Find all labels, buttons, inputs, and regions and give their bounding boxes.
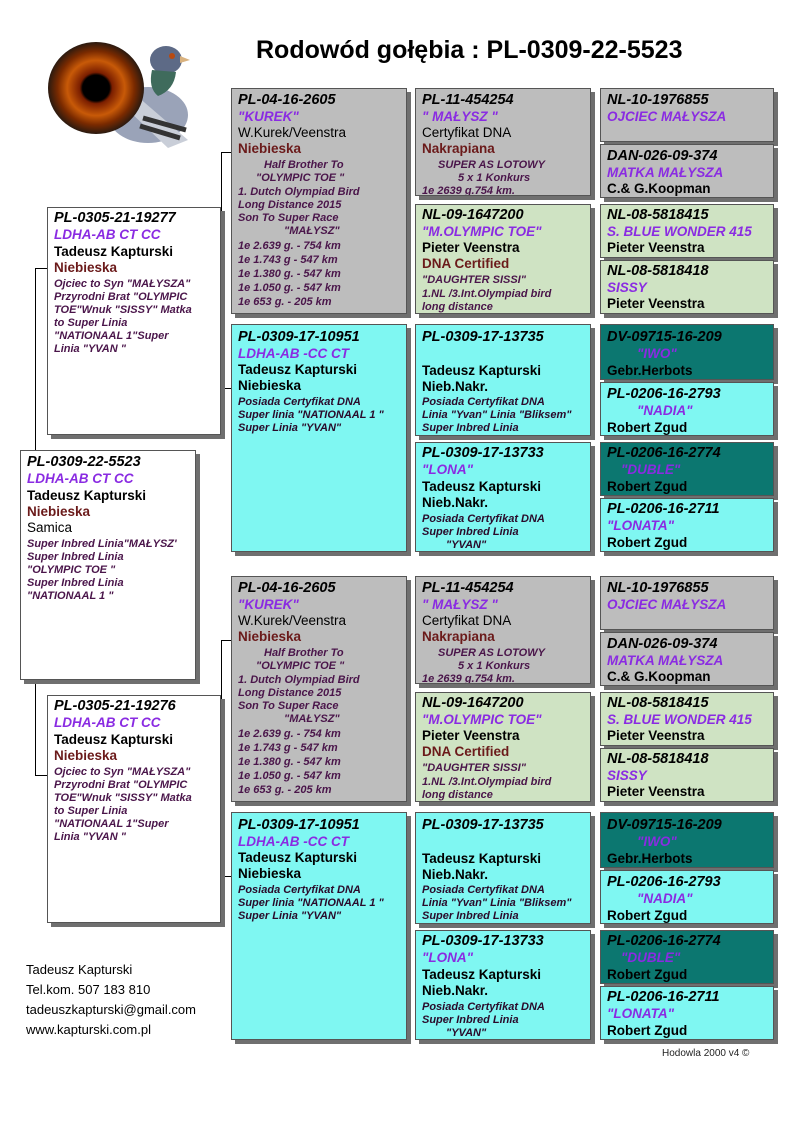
owner: Tadeusz Kapturski bbox=[422, 363, 542, 378]
color: Niebieska bbox=[54, 260, 118, 275]
ggp-card-malysz-upper bbox=[415, 88, 591, 196]
pigeon-name: "M.OLYMPIC TOE" bbox=[422, 712, 542, 727]
genetics: LDHA-AB -CC CT bbox=[238, 834, 349, 849]
page-title: Rodowód gołębia : PL-0309-22-5523 bbox=[256, 36, 683, 64]
connector-father-gp1 bbox=[221, 152, 231, 153]
note: Posiada Certyfikat DNA bbox=[422, 396, 545, 408]
note: 1.NL /3.Int.Olympiad bird bbox=[422, 776, 552, 788]
gggp-card-duble-lower bbox=[600, 930, 774, 984]
owner: Certyfikat DNA bbox=[422, 613, 512, 628]
ring-number: PL-0206-16-2711 bbox=[607, 989, 720, 1005]
color: Niebieska bbox=[54, 748, 118, 763]
note: "DAUGHTER SISSI" bbox=[422, 274, 526, 286]
pigeon-name: " MAŁYSZ " bbox=[422, 109, 498, 124]
pigeon-name: "NADIA" bbox=[637, 403, 693, 418]
ring-number: PL-0309-17-13735 bbox=[422, 329, 544, 345]
note: Long Distance 2015 bbox=[238, 687, 342, 699]
pigeon-name: "IWO" bbox=[637, 346, 677, 361]
note: Half Brother To bbox=[264, 647, 344, 659]
owner: Robert Zgud bbox=[607, 479, 688, 494]
gggp-card-sissy-lower bbox=[600, 748, 774, 802]
ring-number: NL-10-1976855 bbox=[607, 92, 709, 108]
note: SUPER AS LOTOWY bbox=[438, 159, 545, 171]
gggp-card-nadia-lower bbox=[600, 870, 774, 924]
ring-number: NL-09-1647200 bbox=[422, 695, 524, 711]
owner: Robert Zgud bbox=[607, 1023, 688, 1038]
ring-number: DAN-026-09-374 bbox=[607, 636, 718, 652]
genetics: LDHA-AB CT CC bbox=[54, 715, 161, 730]
pigeon-name: "IWO" bbox=[637, 834, 677, 849]
gggp-card-ojciec-upper bbox=[600, 88, 774, 142]
note: "NATIONAAL 1"Super bbox=[54, 330, 169, 342]
ring-number: PL-04-16-2605 bbox=[238, 92, 336, 108]
genetics: LDHA-AB CT CC bbox=[27, 471, 134, 486]
note: "OLYMPIC TOE " bbox=[27, 564, 116, 576]
ggp-card-olympic-lower bbox=[415, 692, 591, 802]
connector-main-vertical bbox=[35, 268, 36, 450]
pigeon-logo-icon bbox=[48, 30, 198, 180]
color: Niebieska bbox=[238, 141, 302, 156]
owner: Pieter Veenstra bbox=[422, 240, 520, 255]
gggp-card-matka-upper bbox=[600, 144, 774, 198]
note: Ojciec to Syn "MAŁYSZA" bbox=[54, 278, 191, 290]
note: 1. Dutch Olympiad Bird bbox=[238, 674, 360, 686]
ring-number: PL-11-454254 bbox=[422, 92, 514, 108]
race-result: 1e 653 g. - 205 km bbox=[238, 296, 332, 308]
gggp-card-nadia-upper bbox=[600, 382, 774, 436]
race-result: 1e 2.639 g. - 754 km bbox=[238, 240, 341, 252]
gggp-card-iwo-lower bbox=[600, 812, 774, 868]
owner: Pieter Veenstra bbox=[607, 240, 705, 255]
gggp-card-sissy-upper bbox=[600, 260, 774, 314]
mother-card bbox=[47, 695, 221, 923]
owner: C.& G.Koopman bbox=[607, 181, 711, 196]
note: "MAŁYSZ" bbox=[284, 225, 340, 237]
gggp-card-bluewonder-upper bbox=[600, 204, 774, 258]
note: Super Linia "YVAN" bbox=[238, 910, 342, 922]
note: "OLYMPIC TOE " bbox=[256, 660, 345, 672]
gggp-card-iwo-upper bbox=[600, 324, 774, 380]
pigeon-name: OJCIEC MAŁYSZA bbox=[607, 597, 727, 612]
color: Niebieska bbox=[238, 629, 302, 644]
note: Posiada Certyfikat DNA bbox=[422, 513, 545, 525]
connector-mother-gp2 bbox=[221, 876, 231, 877]
grandsire-card-upper bbox=[231, 88, 407, 314]
note: Son To Super Race bbox=[238, 212, 339, 224]
owner: Tadeusz Kapturski bbox=[422, 851, 542, 866]
ring-number: PL-0305-21-19276 bbox=[54, 698, 176, 714]
color: Nieb.Nakr. bbox=[422, 379, 489, 394]
sex: Samica bbox=[27, 520, 73, 535]
owner: Pieter Veenstra bbox=[607, 784, 705, 799]
gggp-card-ojciec-lower bbox=[600, 576, 774, 630]
color: Nakrapiana bbox=[422, 629, 495, 644]
note: Posiada Certyfikat DNA bbox=[422, 1001, 545, 1013]
owner: Tadeusz Kapturski bbox=[238, 850, 358, 865]
pigeon-name: "DUBLE" bbox=[621, 950, 681, 965]
pigeon-name: "LONATA" bbox=[607, 518, 675, 533]
ring-number: DV-09715-16-209 bbox=[607, 817, 722, 833]
note: Posiada Certyfikat DNA bbox=[422, 884, 545, 896]
software-credit: Hodowla 2000 v4 © bbox=[662, 1048, 750, 1059]
ring-number: PL-0305-21-19277 bbox=[54, 210, 176, 226]
breeder-website-link[interactable]: www.kapturski.com.pl bbox=[26, 1022, 151, 1037]
note: Super Inbred Linia bbox=[422, 526, 519, 538]
gggp-card-lonata-lower bbox=[600, 986, 774, 1040]
connector-main-father bbox=[35, 268, 47, 269]
granddam-card-lower bbox=[231, 812, 407, 1040]
pigeon-name: SISSY bbox=[607, 280, 647, 295]
race-result: 1e 653 g. - 205 km bbox=[238, 784, 332, 796]
note: Super Inbred Linia bbox=[422, 1014, 519, 1026]
ggp-card-olympic-upper bbox=[415, 204, 591, 314]
race-result: 1e 1.050 g. - 547 km bbox=[238, 770, 341, 782]
race-result: 1e 1.380 g. - 547 km bbox=[238, 268, 341, 280]
ggp-card-lona-upper bbox=[415, 442, 591, 552]
note: "NATIONAAL 1 " bbox=[27, 590, 114, 602]
gggp-card-bluewonder-lower bbox=[600, 692, 774, 746]
connector-main-vertical-lower bbox=[35, 680, 36, 775]
owner: W.Kurek/Veenstra bbox=[238, 613, 347, 628]
ring-number: PL-0309-22-5523 bbox=[27, 454, 141, 470]
owner: Tadeusz Kapturski bbox=[422, 479, 542, 494]
race-result: 1e 1.743 g - 547 km bbox=[238, 254, 338, 266]
owner: W.Kurek/Veenstra bbox=[238, 125, 347, 140]
note: "MAŁYSZ" bbox=[284, 713, 340, 725]
granddam-card-upper bbox=[231, 324, 407, 552]
note: "YVAN" bbox=[446, 539, 487, 551]
color: Nieb.Nakr. bbox=[422, 867, 489, 882]
owner: Gebr.Herbots bbox=[607, 851, 693, 866]
pigeon-name: "LONA" bbox=[422, 462, 474, 477]
note: 1e 2639 g.754 km. bbox=[422, 185, 515, 196]
pigeon-name: " MAŁYSZ " bbox=[422, 597, 498, 612]
ggp-card-malysz-lower bbox=[415, 576, 591, 684]
connector-father-gp2 bbox=[221, 388, 231, 389]
race-result: 1e 1.050 g. - 547 km bbox=[238, 282, 341, 294]
genetics: LDHA-AB -CC CT bbox=[238, 346, 349, 361]
ring-number: DAN-026-09-374 bbox=[607, 148, 718, 164]
pigeon-name: SISSY bbox=[607, 768, 647, 783]
note: Long Distance 2015 bbox=[238, 199, 342, 211]
ggp-card-lona-lower bbox=[415, 930, 591, 1040]
note: "OLYMPIC TOE " bbox=[256, 172, 345, 184]
connector-main-mother bbox=[35, 775, 47, 776]
ring-number: PL-04-16-2605 bbox=[238, 580, 336, 596]
genetics: LDHA-AB CT CC bbox=[54, 227, 161, 242]
ring-number: NL-09-1647200 bbox=[422, 207, 524, 223]
note: Ojciec to Syn "MAŁYSZA" bbox=[54, 766, 191, 778]
ring-number: PL-0206-16-2774 bbox=[607, 445, 721, 461]
pigeon-name: OJCIEC MAŁYSZA bbox=[607, 109, 727, 124]
pigeon-name: MATKA MAŁYSZA bbox=[607, 165, 724, 180]
pigeon-name: MATKA MAŁYSZA bbox=[607, 653, 724, 668]
breeder-email-link[interactable]: tadeuszkapturski@gmail.com bbox=[26, 1002, 196, 1017]
race-result: 1e 2.639 g. - 754 km bbox=[238, 728, 341, 740]
note: Super Linia "YVAN" bbox=[238, 422, 342, 434]
ring-number: PL-0206-16-2793 bbox=[607, 386, 721, 402]
race-result: 1e 1.743 g - 547 km bbox=[238, 742, 338, 754]
ring-number: DV-09715-16-209 bbox=[607, 329, 722, 345]
owner: Robert Zgud bbox=[607, 535, 688, 550]
owner: Robert Zgud bbox=[607, 908, 688, 923]
owner: Tadeusz Kapturski bbox=[238, 362, 358, 377]
ring-number: PL-0206-16-2774 bbox=[607, 933, 721, 949]
main-pigeon-card bbox=[20, 450, 196, 680]
owner: Pieter Veenstra bbox=[607, 728, 705, 743]
ring-number: NL-08-5818418 bbox=[607, 751, 709, 767]
owner: Pieter Veenstra bbox=[607, 296, 705, 311]
color: Nieb.Nakr. bbox=[422, 983, 489, 998]
note: "DAUGHTER SISSI" bbox=[422, 762, 526, 774]
color: DNA Certified bbox=[422, 744, 510, 759]
note: "NATIONAAL 1"Super bbox=[54, 818, 169, 830]
ring-number: NL-08-5818415 bbox=[607, 695, 709, 711]
father-card bbox=[47, 207, 221, 435]
note: Przyrodni Brat "OLYMPIC bbox=[54, 291, 188, 303]
color: Niebieska bbox=[27, 504, 91, 519]
grandsire-card-lower bbox=[231, 576, 407, 802]
note: Super Inbred Linia bbox=[422, 422, 519, 434]
note: SUPER AS LOTOWY bbox=[438, 647, 545, 659]
pigeon-name: "M.OLYMPIC TOE" bbox=[422, 224, 542, 239]
pigeon-name: S. BLUE WONDER 415 bbox=[607, 224, 752, 239]
note: 1.NL /3.Int.Olympiad bird bbox=[422, 288, 552, 300]
ring-number: PL-11-454254 bbox=[422, 580, 514, 596]
note: Posiada Certyfikat DNA bbox=[238, 884, 361, 896]
note: Linia "YVAN " bbox=[54, 831, 126, 843]
ring-number: PL-0309-17-10951 bbox=[238, 817, 360, 833]
breeder-name: Tadeusz Kapturski bbox=[26, 962, 133, 977]
color: Nakrapiana bbox=[422, 141, 495, 156]
color: Niebieska bbox=[238, 378, 302, 393]
note: TOE"Wnuk "SISSY" Matka bbox=[54, 304, 192, 316]
owner: C.& G.Koopman bbox=[607, 669, 711, 684]
gggp-card-lonata-upper bbox=[600, 498, 774, 552]
ring-number: PL-0206-16-2793 bbox=[607, 874, 721, 890]
note: Super Inbred Linia bbox=[422, 910, 519, 922]
owner: Tadeusz Kapturski bbox=[54, 244, 174, 259]
owner: Robert Zgud bbox=[607, 420, 688, 435]
note: Son To Super Race bbox=[238, 700, 339, 712]
connector-father-vertical bbox=[221, 152, 222, 388]
note: TOE"Wnuk "SISSY" Matka bbox=[54, 792, 192, 804]
pigeon-name: "LONATA" bbox=[607, 1006, 675, 1021]
note: 1. Dutch Olympiad Bird bbox=[238, 186, 360, 198]
owner: Tadeusz Kapturski bbox=[422, 967, 542, 982]
note: Super Inbred Linia bbox=[27, 577, 124, 589]
ring-number: PL-0309-17-13733 bbox=[422, 933, 544, 949]
note: to Super Linia bbox=[54, 317, 128, 329]
gggp-card-matka-lower bbox=[600, 632, 774, 686]
note: Super Inbred Linia"MAŁYSZ' bbox=[27, 538, 177, 550]
ring-number: NL-08-5818418 bbox=[607, 263, 709, 279]
owner: Pieter Veenstra bbox=[422, 728, 520, 743]
owner: Certyfikat DNA bbox=[422, 125, 512, 140]
note: Przyrodni Brat "OLYMPIC bbox=[54, 779, 188, 791]
pigeon-name: "KUREK" bbox=[238, 109, 299, 124]
note: long distance bbox=[422, 301, 493, 313]
owner: Tadeusz Kapturski bbox=[54, 732, 174, 747]
connector-mother-gp1 bbox=[221, 640, 231, 641]
ggp-card-13735-upper bbox=[415, 324, 591, 436]
breeder-phone: Tel.kom. 507 183 810 bbox=[26, 982, 151, 997]
owner: Gebr.Herbots bbox=[607, 363, 693, 378]
color: DNA Certified bbox=[422, 256, 510, 271]
ring-number: PL-0309-17-13735 bbox=[422, 817, 544, 833]
ring-number: PL-0206-16-2711 bbox=[607, 501, 720, 517]
note: Posiada Certyfikat DNA bbox=[238, 396, 361, 408]
note: Super linia "NATIONAAL 1 " bbox=[238, 409, 384, 421]
note: Linia "Yvan" Linia "Bliksem" bbox=[422, 409, 572, 421]
note: 1e 2639 g.754 km. bbox=[422, 673, 515, 684]
color: Nieb.Nakr. bbox=[422, 495, 489, 510]
note: long distance bbox=[422, 789, 493, 801]
note: 5 x 1 Konkurs bbox=[458, 660, 531, 672]
pigeon-name: "LONA" bbox=[422, 950, 474, 965]
pigeon-name: "NADIA" bbox=[637, 891, 693, 906]
connector-mother-vertical bbox=[221, 640, 222, 876]
note: 5 x 1 Konkurs bbox=[458, 172, 531, 184]
pigeon-name: "KUREK" bbox=[238, 597, 299, 612]
color: Niebieska bbox=[238, 866, 302, 881]
gggp-card-duble-upper bbox=[600, 442, 774, 496]
note: Super Inbred Linia bbox=[27, 551, 124, 563]
note: Linia "YVAN " bbox=[54, 343, 126, 355]
ring-number: PL-0309-17-10951 bbox=[238, 329, 360, 345]
owner: Tadeusz Kapturski bbox=[27, 488, 147, 503]
race-result: 1e 1.380 g. - 547 km bbox=[238, 756, 341, 768]
note: Half Brother To bbox=[264, 159, 344, 171]
note: Super linia "NATIONAAL 1 " bbox=[238, 897, 384, 909]
ggp-card-13735-lower bbox=[415, 812, 591, 924]
note: to Super Linia bbox=[54, 805, 128, 817]
pigeon-name: "DUBLE" bbox=[621, 462, 681, 477]
ring-number: NL-08-5818415 bbox=[607, 207, 709, 223]
note: Linia "Yvan" Linia "Bliksem" bbox=[422, 897, 572, 909]
pigeon-name: S. BLUE WONDER 415 bbox=[607, 712, 752, 727]
owner: Robert Zgud bbox=[607, 967, 688, 982]
note: "YVAN" bbox=[446, 1027, 487, 1039]
ring-number: NL-10-1976855 bbox=[607, 580, 709, 596]
ring-number: PL-0309-17-13733 bbox=[422, 445, 544, 461]
